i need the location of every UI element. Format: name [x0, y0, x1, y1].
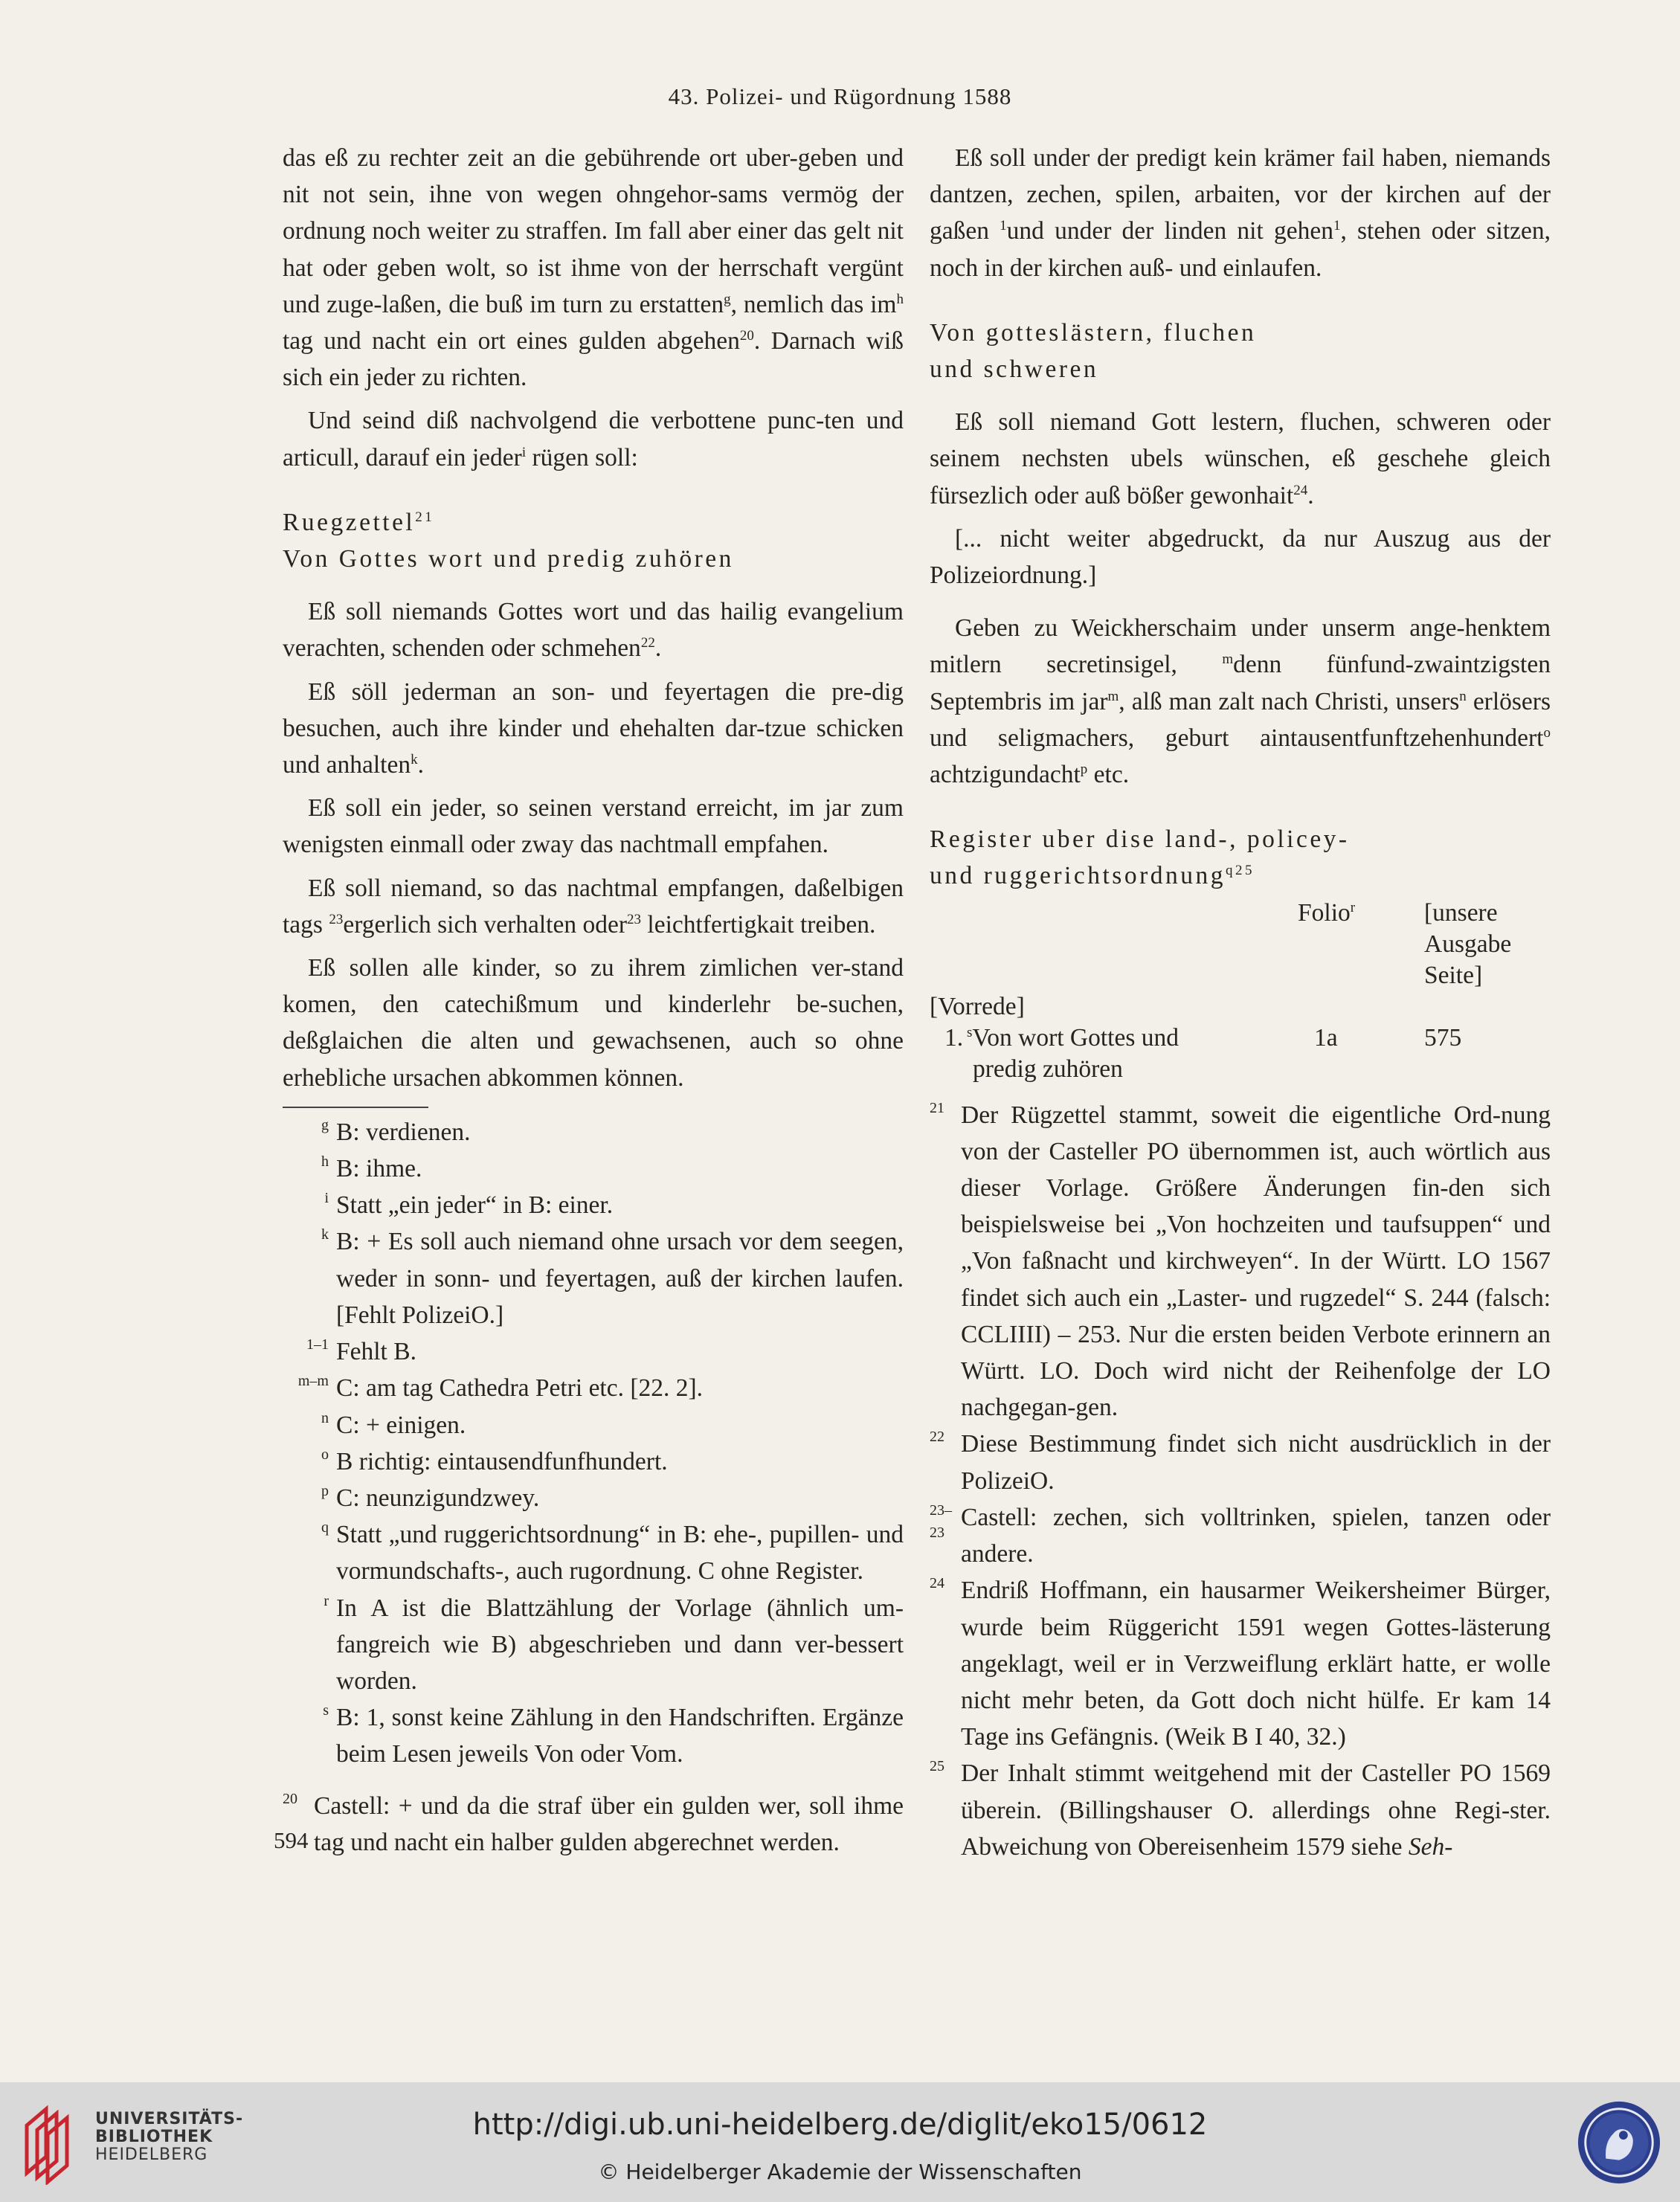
footnote: [283, 1480, 904, 1516]
footnote-marker: o: [321, 1446, 329, 1463]
viewer-footer: [0, 2082, 1680, 2202]
footnote-list: [930, 1097, 1551, 1756]
footnote: [283, 1443, 904, 1480]
footnote-text: Fehlt B.: [336, 1338, 416, 1366]
register-folio-header: Folio$^r$: [1298, 898, 1356, 927]
footnote: [283, 1590, 904, 1700]
footnote-text: Endriß Hoffmann, ein hausarmer Weikersheimer Bürger, wurde beim Rüggericht 1591 wegen Gottes-lästerung angeklagt, weil er in Verzweiflung erklärt hatte, er wolle nicht mehr beten, da Gott doch nicht hülfe. Er kam 14 Tage ins Gefängnis. (Weik B I 40, 32.): [961, 1577, 1551, 1751]
footnote: 25 Der Inhalt stimmt weitgehend mit der Casteller PO 1569 überein. (Billingshauser O. allerdings ohne Regi-ster. Abweichung von Obereisenheim 1579 siehe Seh-: [930, 1758, 1551, 1861]
register-entry: 1. $^s$Von wort Gottes und 1a 575: [944, 1023, 1462, 1052]
footnote: [283, 1370, 904, 1406]
footnote-text: B: + Es soll auch niemand ohne ursach vor dem seegen, weder in sonn- und feyertagen, auß der kirchen laufen. [Fehlt PolizeiO.]: [336, 1228, 904, 1329]
footnote-marker: i: [324, 1190, 329, 1207]
footnote-marker: g: [321, 1116, 329, 1133]
permalink-url[interactable]: http://digi.ub.uni-heidelberg.de/diglit/eko15/0612: [472, 2108, 1208, 2142]
footnote-text: In A ist die Blattzählung der Vorlage (ähnlich um-fangreich wie B) abgeschrieben und dann ver-bessert worden.: [336, 1594, 904, 1695]
footnote: [283, 1187, 904, 1223]
footnote-marker: 22: [930, 1429, 944, 1446]
footnote-text: Der Rügzettel stammt, soweit die eigentliche Ord-nung von der Casteller PO übernommen ist, auch wörtlich aus dieser Vorlage. Größere Änderungen fin-den sich beispielsweise bei „Von hochzeiten und taufsuppen“ und „Von faßnacht und kirchweyen“. In der Württ. LO 1567 findet sich auch ein „Laster- und rugzedel“ S. 244 (falsch: CCLIIII) – 253. Nur die ersten beiden Verbote erinnern an Württ. LO. Doch wird nicht der Reihenfolge der LO nachgegan-gen.: [961, 1101, 1551, 1422]
footnote-marker: s: [323, 1702, 329, 1719]
footnote: [930, 1572, 1551, 1755]
footnote-text: B: ihme.: [336, 1155, 422, 1183]
register-table: Folio$^r$ [unsere Ausgabe Seite] [Vorrede] 1. $^s$Von wort Gottes und 1a 575 predig zuhören: [930, 898, 1551, 1085]
paragraph: Eß soll niemand Gott lestern, fluchen, schweren oder seinem nechsten ubels wünschen, eß geschehe gleich fürsezlich oder auß bößer gewonhait$^{24}$.: [930, 408, 1551, 509]
academy-seal-icon[interactable]: [1575, 2099, 1663, 2186]
footnote: [283, 1223, 904, 1333]
paragraph: Und seind diß nachvolgend die verbottene punc-ten und articull, darauf ein jeder$^i$ rügen soll:: [283, 407, 904, 471]
page-number: 594: [274, 1827, 309, 1853]
footnote: [283, 1150, 904, 1187]
paragraph: Eß soll niemands Gottes wort und das hailig evangelium verachten, schenden oder schmehen$^{22}$.: [283, 598, 904, 663]
footnote-marker: 23–23: [930, 1501, 952, 1541]
footnote: 20 Castell: + und da die straf über ein gulden wer, soll ihme tag und nacht ein halber gulden abgerechnet werden.: [283, 1790, 904, 1856]
footnote-marker: m–m: [297, 1373, 329, 1390]
footnote-text: Statt „ein jeder“ in B: einer.: [336, 1191, 614, 1220]
footnote-text: Castell: zechen, sich volltrinken, spielen, tanzen oder andere.: [961, 1503, 1551, 1568]
footnote-marker: k: [321, 1226, 329, 1243]
footnote: [283, 1699, 904, 1772]
footnote-marker: q: [321, 1519, 329, 1536]
footnote: [283, 1407, 904, 1443]
footnote-text: C: + einigen.: [336, 1411, 466, 1439]
footnote-marker: p: [321, 1482, 329, 1499]
footnote-marker: 1–1: [306, 1336, 329, 1353]
register-page-header: [unsere: [1424, 898, 1498, 927]
footnote-marker: h: [321, 1153, 329, 1171]
footnote-text: C: neunzigundzwey.: [336, 1484, 540, 1512]
footnote-list: [283, 1114, 904, 1773]
footnote-marker: 24: [930, 1575, 944, 1592]
footnote-text: B: 1, sonst keine Zählung in den Handschriften. Ergänze beim Lesen jeweils Von oder Vom.: [336, 1704, 904, 1768]
register-subheading: und ruggerichtsordnung$^{q25}$: [930, 862, 1255, 890]
right-column: [930, 140, 1551, 1865]
register-heading: Register uber dise land-, policey-: [930, 825, 1350, 854]
footnote-text: Statt „und ruggerichtsordnung“ in B: ehe-, pupillen- und vormundschafts-, auch rugordnung. C ohne Register.: [336, 1521, 904, 1585]
footnote-text: B richtig: eintausendfunfhundert.: [336, 1447, 668, 1475]
paragraph: Eß soll ein jeder, so seinen verstand erreicht, im jar zum wenigsten einmall oder zway das nachtmall empfahen.: [283, 794, 904, 859]
section-heading: Ruegzettel$^{21}$: [283, 508, 435, 536]
paragraph: Eß sollen alle kinder, so zu ihrem zimlichen ver-stand komen, den catechißmum und kinderlehr be-suchen, deßglaichen die alten und gewachsenen, auch so ohne erhebliche ursachen abkommen können.: [283, 954, 904, 1092]
footnote-marker: r: [324, 1592, 329, 1609]
paragraph: Eß soll niemand, so das nachtmal empfangen, daßelbigen tags $^{23}$ergerlich sich verhalten oder$^{23}$ leichtfertigkait treiben.: [283, 874, 904, 939]
paragraph: Geben zu Weickherschaim under unserm ange-henktem mitlern secretinsigel, $^m$denn fünfund-zwaintzigsten Septembris im jar$^m$, alß man zalt nach Christi, unsers$^n$ erlösers und seligmachers, geburt aintausentfunftzehenhundert$^o$ achtzigundacht$^p$ etc.: [930, 614, 1551, 789]
copyright-notice: © Heidelberger Akademie der Wissenschaften: [598, 2160, 1082, 2184]
section-heading: Von gotteslästern, fluchen: [930, 318, 1257, 347]
footnote-text: C: am tag Cathedra Petri etc. [22. 2].: [336, 1374, 704, 1403]
paragraph: Eß soll under der predigt kein krämer fail haben, niemands dantzen, zechen, spilen, arbaiten, vor der kirchen auf der gaßen $^1$und under der linden nit gehen$^1$, stehen oder sitzen, noch in der kirchen auß- und einlaufen.: [930, 144, 1551, 282]
footnote: [930, 1499, 1551, 1572]
footnote: [930, 1426, 1551, 1498]
ub-logo-text: UNIVERSITÄTS- BIBLIOTHEK HEIDELBERG: [95, 2110, 244, 2164]
section-subheading: Von Gottes wort und predig zuhören: [283, 545, 734, 573]
footnote: [283, 1516, 904, 1589]
footnote-marker: 21: [930, 1099, 944, 1116]
footnote: [930, 1097, 1551, 1426]
footnote: [283, 1333, 904, 1370]
footnote-text: Diese Bestimmung findet sich nicht ausdrücklich in der PolizeiO.: [961, 1430, 1551, 1495]
paragraph: [... nicht weiter abgedruckt, da nur Auszug aus der Polizeiordnung.]: [930, 524, 1551, 590]
register-vorrede: [Vorrede]: [930, 992, 1025, 1020]
left-column: [283, 140, 904, 1861]
footnote: [283, 1114, 904, 1150]
footnote-rule: [283, 1107, 428, 1108]
running-header: 43. Polizei- und Rügordnung 1588: [668, 83, 1012, 109]
section-subheading: und schweren: [930, 355, 1099, 384]
paragraph: Eß söll jederman an son- und feyertagen die pre-dig besuchen, auch ihre kinder und ehehalten dar-tzue schicken und anhalten$^k$.: [283, 677, 904, 779]
paragraph: das eß zu rechter zeit an die gebührende ort uber-geben und nit not sein, ihne von wegen ohngehor-sams vermög der ordnung noch weiter zu straffen. Im fall aber einer das gelt nit hat oder geben wolt, so ist ihme von der herrschaft vergünt und zuge-laßen, die buß im turn zu erstatten$^g$, nemlich das $im^h$ tag und nacht ein ort eines gulden abgehen$^{20}$. Darnach wiß sich ein jeder zu richten.: [283, 144, 904, 392]
footnote-text: B: verdienen.: [336, 1118, 471, 1146]
footnote-marker: n: [321, 1409, 329, 1426]
